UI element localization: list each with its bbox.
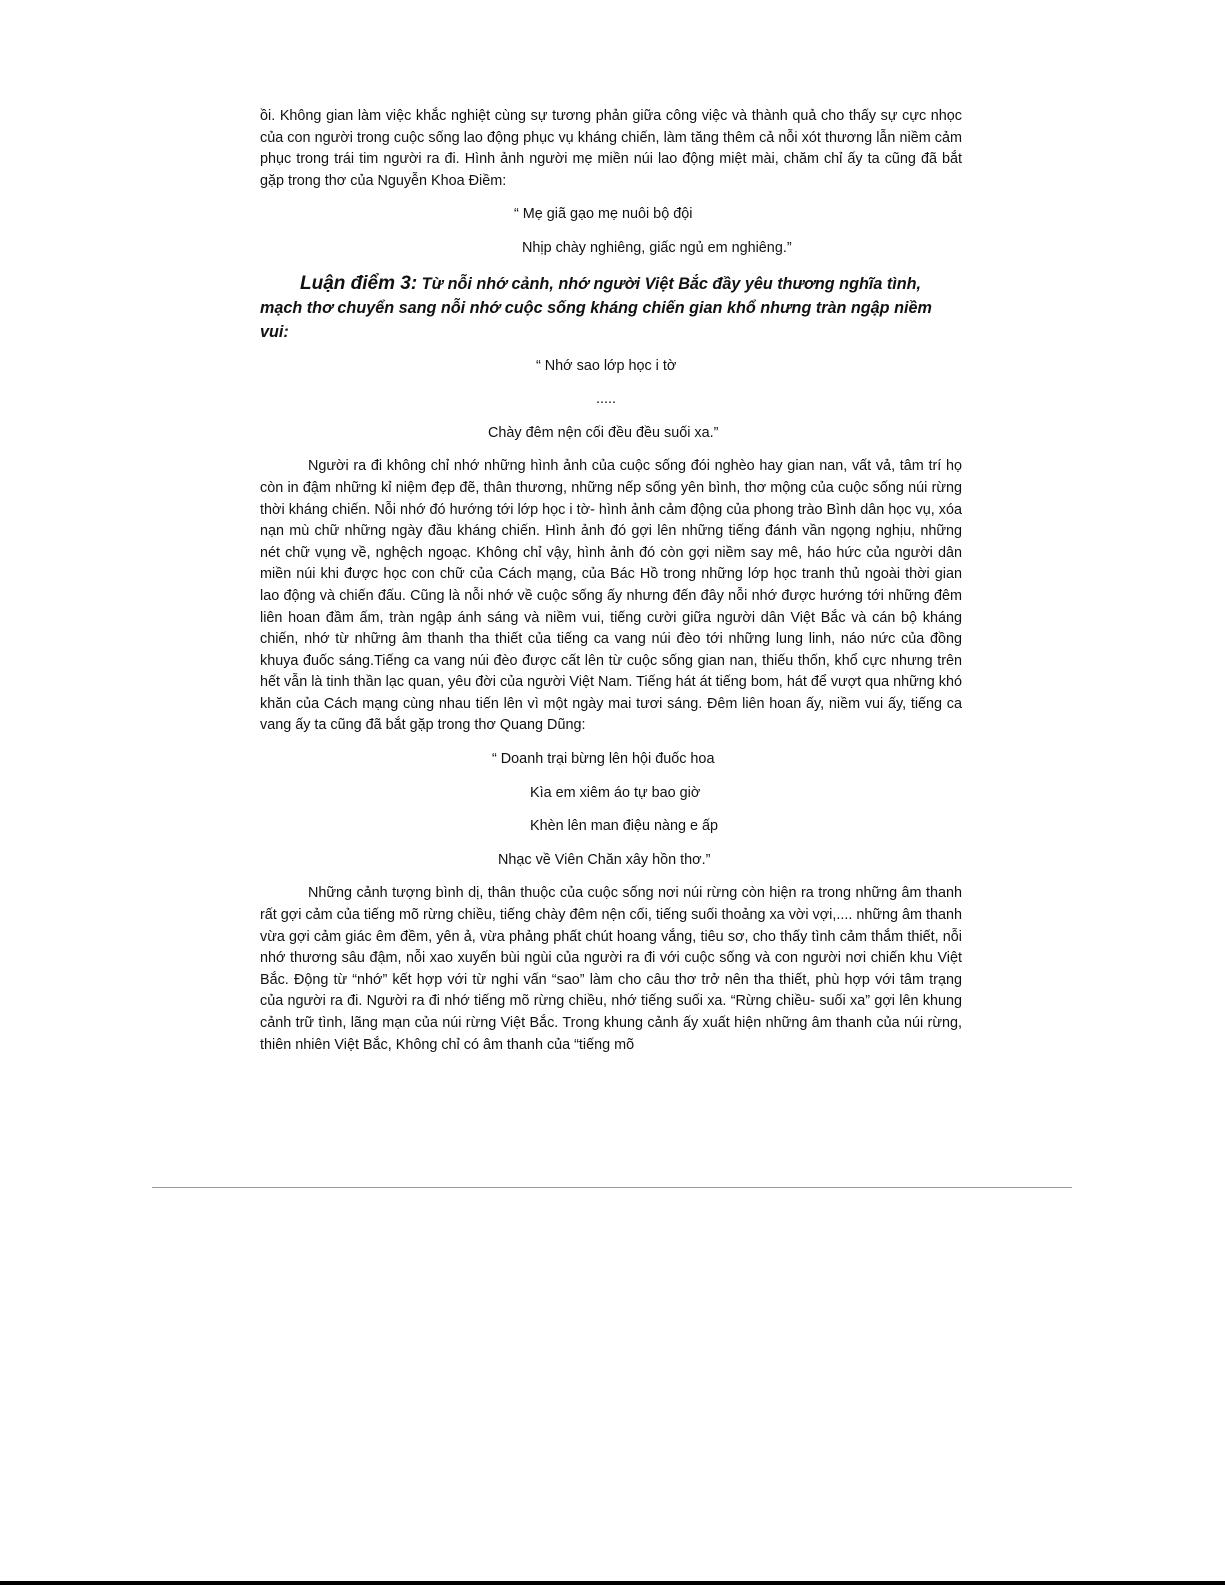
heading-label: Luận điểm 3: (300, 272, 418, 294)
quote1-line-1: “ Mẹ giã gạo mẹ nuôi bộ đội (514, 206, 693, 223)
quote2-ellipsis: ..... (596, 391, 616, 408)
quote1-line-2: Nhịp chày nghiêng, giấc ngủ em nghiêng.” (522, 239, 792, 256)
body-paragraph-2: Người ra đi không chỉ nhớ những hình ảnh của cuộc sống đói nghèo hay gian nan, vất vả, tâm trí họ còn in đậm những kỉ niệm đẹp đẽ, thân thương, những nếp sống yên bình, thơ mộng của cuộc sống núi rừng thời kháng chiến. Nỗi nhớ đó hướng tới lớp học i tờ- hình ảnh cảm động của phong trào Bình dân học vụ, xóa nạn mù chữ những ngày đầu kháng chiến. Hình ảnh đó gợi lên những tiếng đánh vần ngọng nghịu, những nét chữ vụng về, nghệch ngoạc. Không chỉ vậy, hình ảnh đó còn gợi niềm say mê, háo hức của người dân miền núi khi được học con chữ của Cách mạng, của Bác Hồ trong những lớp học tranh thủ ngoài thời gian lao động và chiến đấu. Cũng là nỗi nhớ về cuộc sống ấy nhưng đến đây nỗi nhớ được hướng tới những đêm liên hoan đầm ấm, tràn ngập ánh sáng và niềm vui, tiếng cười giữa người dân Việt Bắc và cán bộ kháng chiến, nhớ từ những âm thanh tha thiết của tiếng ca vang núi đèo tới những lung linh, náo nức của đồng khuya đuốc sáng.Tiếng ca vang núi đèo được cất lên từ cuộc sống gian nan, thiếu thốn, khổ cực nhưng trên hết vẫn là tinh thần lạc quan, yêu đời của người Việt Nam. Tiếng hát át tiếng bom, hát để vượt qua những khó khăn của Cách mạng cùng nhau tiến lên vì một ngày mai tươi sáng. Đêm liên hoan ấy, niềm vui ấy, tiếng ca vang ấy ta cũng đã bắt gặp trong thơ Quang Dũng: (260, 458, 962, 734)
quote3-line-4: Nhạc về Viên Chăn xây hồn thơ.” (498, 851, 711, 868)
document-body (260, 106, 962, 1056)
quote3-line-3: Khèn lên man điệu nàng e ấp (530, 818, 719, 835)
quote2-line-2: Chày đêm nện cối đều đều suối xa.” (488, 424, 719, 441)
page-divider (152, 1187, 1072, 1188)
quote3-line-2: Kìa em xiêm áo tự bao giờ (530, 784, 701, 801)
heading-text: Từ nỗi nhớ cảnh, nhớ người Việt Bắc đầy yêu thương nghĩa tình, mạch thơ chuyển sang nỗi nhớ cuộc sống kháng chiến gian khổ nhưng tràn ngập niềm vui: (260, 274, 932, 341)
body-paragraph-3: Những cảnh tượng bình dị, thân thuộc của cuộc sống nơi núi rừng còn hiện ra trong những âm thanh rất gợi cảm của tiếng mõ rừng chiều, tiếng chày đêm nện cối, tiếng suối thoảng xa vời vợi,.... những âm thanh vừa gợi cảm giác êm đềm, yên ả, vừa phảng phất chút hoang vắng, tiêu sơ, cho thấy tình cảm thắm thiết, nỗi nhớ thương sâu đậm, nỗi xao xuyến bùi ngùi của người ra đi với cuộc sống và con người nơi chiến khu Việt Bắc. Động từ “nhớ” kết hợp với từ nghi vấn “sao” làm cho câu thơ trở nên tha thiết, phù hợp với tâm trạng của người ra đi. Người ra đi nhớ tiếng mõ rừng chiều, nhớ tiếng suối xa. “Rừng chiều- suối xa” gợi lên khung cảnh trữ tình, lãng mạn của núi rừng Việt Bắc. Trong khung cảnh ấy xuất hiện những âm thanh của núi rừng, thiên nhiên Việt Bắc, Không chỉ có âm thanh của “tiếng mõ (260, 885, 962, 1053)
section-heading (260, 272, 962, 344)
intro-paragraph: ồi. Không gian làm việc khắc nghiệt cùng sự tương phản giữa công việc và thành quả cho thấy sự cực nhọc của con người trong cuộc sống lao động phục vụ kháng chiến, làm tăng thêm cả nỗi xót thương lẫn niềm cảm phục trong trái tim người ra đi. Hình ảnh người mẹ miền núi lao động miệt mài, chăm chỉ ấy ta cũng đã bắt gặp trong thơ của Nguyễn Khoa Điềm: (260, 108, 962, 189)
quote2-line-1: “ Nhớ sao lớp học i tờ (536, 357, 677, 374)
quote3-line-1: “ Doanh trại bừng lên hội đuốc hoa (492, 751, 715, 768)
bottom-border (0, 1581, 1225, 1585)
